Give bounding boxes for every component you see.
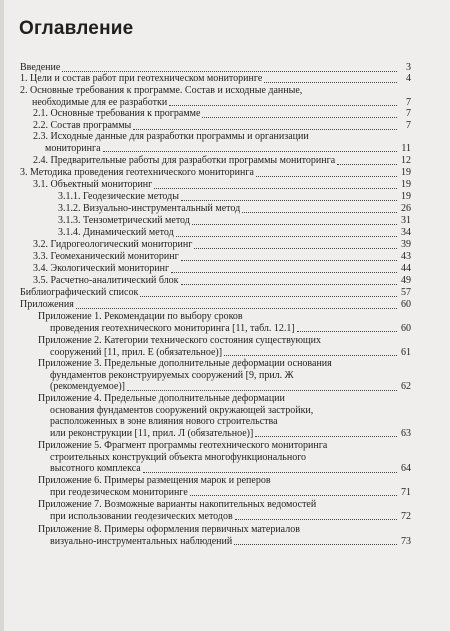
toc-entry-text: Приложение 8. Примеры оформления первичных материалов <box>38 524 300 535</box>
toc-page-number: 3 <box>406 62 411 73</box>
toc-page-number: 62 <box>401 381 411 392</box>
toc-entry[interactable] <box>20 85 411 108</box>
toc-entry-text: расположенных в зоне влияния нового строительства <box>50 416 278 427</box>
toc-page-number: 34 <box>401 227 411 238</box>
dot-leader <box>256 176 397 177</box>
toc-entry-text: 3.1. Объектный мониторинг <box>33 179 153 190</box>
toc-page-number: 60 <box>401 299 411 310</box>
dot-leader <box>255 436 397 437</box>
toc-entry-text: визуально-инструментальных наблюдений <box>50 535 233 547</box>
dot-leader <box>133 129 397 130</box>
toc-page-number: 11 <box>401 142 411 154</box>
toc-entry-text: Библиографический список <box>20 287 139 298</box>
toc-page-number: 7 <box>406 108 411 119</box>
dot-leader <box>154 188 397 189</box>
toc-entry[interactable] <box>33 155 411 167</box>
toc-entry-text: необходимые для ее разработки <box>32 96 168 108</box>
toc-page-number: 19 <box>401 191 411 202</box>
toc-entry-text: высотного комплекса <box>50 463 141 474</box>
toc-entry-text: 3.1.2. Визуально-инструментальный метод <box>58 203 241 214</box>
dot-leader <box>181 200 397 201</box>
toc-page-number: 73 <box>401 535 411 547</box>
toc-entry[interactable] <box>33 239 411 251</box>
dot-leader <box>169 105 397 106</box>
toc-entry-text: (рекомендуемое)] <box>50 381 125 392</box>
toc-entry[interactable] <box>38 311 411 334</box>
dot-leader <box>103 151 397 152</box>
toc-entry[interactable] <box>33 251 411 263</box>
toc-entry-text: Приложение 1. Рекомендации по выбору сроков <box>38 311 243 322</box>
toc-page-number: 43 <box>401 251 411 262</box>
page-title: Оглавление <box>19 18 134 39</box>
toc-entry-text: Приложение 2. Категории технического состояния существующих <box>38 335 321 346</box>
toc-entry-text: 3.1.1. Геодезические методы <box>58 191 179 202</box>
toc-page-number: 19 <box>401 179 411 190</box>
toc-entry[interactable] <box>38 393 411 439</box>
toc-page-number: 72 <box>401 510 411 522</box>
toc-entry-text: при использовании геодезических методов <box>50 510 233 522</box>
toc-entry[interactable] <box>33 120 411 132</box>
dot-leader <box>242 212 397 213</box>
toc-entry-text: проведения геотехнического мониторинга [11, табл. 12.1] <box>50 322 295 334</box>
toc-entry[interactable] <box>33 108 411 120</box>
dot-leader <box>181 284 397 285</box>
toc-entry-text: или реконструкции [11, прил. Л (обязательное)] <box>50 427 254 439</box>
toc-entry-text: строительных конструкций объекта многофункционального <box>50 451 307 463</box>
toc-entry-text: Приложение 6. Примеры размещения марок и реперов <box>38 475 271 486</box>
toc-entry-text: Приложение 7. Возможные варианты накопительных ведомостей <box>38 499 317 510</box>
toc-page-number: 7 <box>406 120 411 131</box>
toc-entry-text: 2.3. Исходные данные для разработки программы и организации <box>33 131 309 142</box>
toc-entry-text: сооружений [11, прил. Е (обязательное)] <box>50 346 223 358</box>
dot-leader <box>234 544 397 545</box>
toc-page-number: 63 <box>401 427 411 439</box>
toc-page-number: 26 <box>401 203 411 214</box>
toc-entry-text: 2.1. Основные требования к программе <box>33 108 201 119</box>
toc-entry-text: 3.1.3. Тензометрический метод <box>58 215 190 226</box>
toc-entry-text: 3.3. Геомеханический мониторинг <box>33 251 179 262</box>
toc-page-number: 4 <box>406 73 411 84</box>
toc-entry[interactable] <box>58 191 411 203</box>
toc-entry[interactable] <box>33 263 411 275</box>
dot-leader <box>337 164 397 165</box>
toc-entry-text: 2.2. Состав программы <box>33 120 132 131</box>
toc-page-number: 39 <box>401 239 411 250</box>
toc-entry[interactable] <box>33 131 411 154</box>
toc-entry[interactable] <box>38 358 411 393</box>
toc-page-number: 7 <box>406 96 411 108</box>
dot-leader <box>176 236 397 237</box>
toc-entry[interactable] <box>20 62 411 74</box>
toc-entry[interactable] <box>38 335 411 358</box>
toc-entry[interactable] <box>38 475 411 498</box>
dot-leader <box>202 117 397 118</box>
toc-entry-text: Введение <box>20 62 61 73</box>
toc-entry-text: мониторинга <box>45 142 101 154</box>
toc-page-number: 64 <box>401 463 411 474</box>
toc-entry[interactable] <box>20 167 411 179</box>
toc-entry[interactable] <box>20 287 411 299</box>
dot-leader <box>127 390 397 391</box>
toc-page-number: 71 <box>401 486 411 498</box>
toc-entry-text: Приложения <box>20 299 74 310</box>
toc-entry[interactable] <box>38 499 411 522</box>
toc-entry-text: 3.2. Гидрогеологический мониторинг <box>33 239 193 250</box>
toc-entry[interactable] <box>33 179 411 191</box>
dot-leader <box>192 224 397 225</box>
dot-leader <box>235 519 397 520</box>
toc-entry[interactable] <box>58 227 411 239</box>
toc-entry-text: 3.1.4. Динамический метод <box>58 227 174 238</box>
toc-page-number: 49 <box>401 275 411 286</box>
toc-entry-text: 3.5. Расчетно-аналитический блок <box>33 275 179 286</box>
toc-page-number: 57 <box>401 287 411 298</box>
toc-entry-text: 3. Методика проведения геотехнического мониторинга <box>20 167 254 178</box>
dot-leader <box>194 248 397 249</box>
toc-entry[interactable] <box>38 524 411 547</box>
dot-leader <box>224 355 397 356</box>
dot-leader <box>76 308 397 309</box>
dot-leader <box>297 331 397 332</box>
toc-page-number: 12 <box>401 155 411 166</box>
toc-page-number: 31 <box>401 215 411 226</box>
dot-leader <box>190 495 397 496</box>
toc-page-number: 61 <box>401 346 411 358</box>
toc-entry[interactable] <box>38 440 411 475</box>
toc-entry-text: 2.4. Предварительные работы для разработки программы мониторинга <box>33 155 336 166</box>
toc-page-number: 60 <box>401 322 411 334</box>
toc-entry-text: фундаментов реконструируемых сооружений [9, прил. Ж <box>50 369 294 381</box>
toc-entry[interactable] <box>58 215 411 227</box>
toc-entry[interactable] <box>33 275 411 287</box>
dot-leader <box>264 82 397 83</box>
dot-leader <box>140 296 397 297</box>
toc-entry[interactable] <box>20 73 411 85</box>
dot-leader <box>171 272 397 273</box>
page-edge <box>0 0 4 631</box>
toc-entry-text: Приложение 5. Фрагмент программы геотехнического мониторинга <box>38 440 328 451</box>
toc-entry[interactable] <box>58 203 411 215</box>
toc-entry-text: основания фундаментов сооружений окружающей застройки, <box>50 404 314 416</box>
toc-entry-text: 2. Основные требования к программе. Состав и исходные данные, <box>20 85 303 96</box>
toc-entry-text: при геодезическом мониторинге <box>50 486 188 498</box>
toc-entry-text: Приложение 4. Предельные дополнительные деформации <box>38 393 285 404</box>
dot-leader <box>143 472 397 473</box>
dot-leader <box>62 71 397 72</box>
toc-entry-text: 3.4. Экологический мониторинг <box>33 263 170 274</box>
dot-leader <box>181 260 397 261</box>
toc-page-number: 19 <box>401 167 411 178</box>
toc-entry-text: Приложение 3. Предельные дополнительные деформации основания <box>38 358 332 369</box>
toc-entry[interactable] <box>20 299 411 311</box>
toc-page-number: 44 <box>401 263 411 274</box>
toc-entry-text: 1. Цели и состав работ при геотехническом мониторинге <box>20 73 263 84</box>
